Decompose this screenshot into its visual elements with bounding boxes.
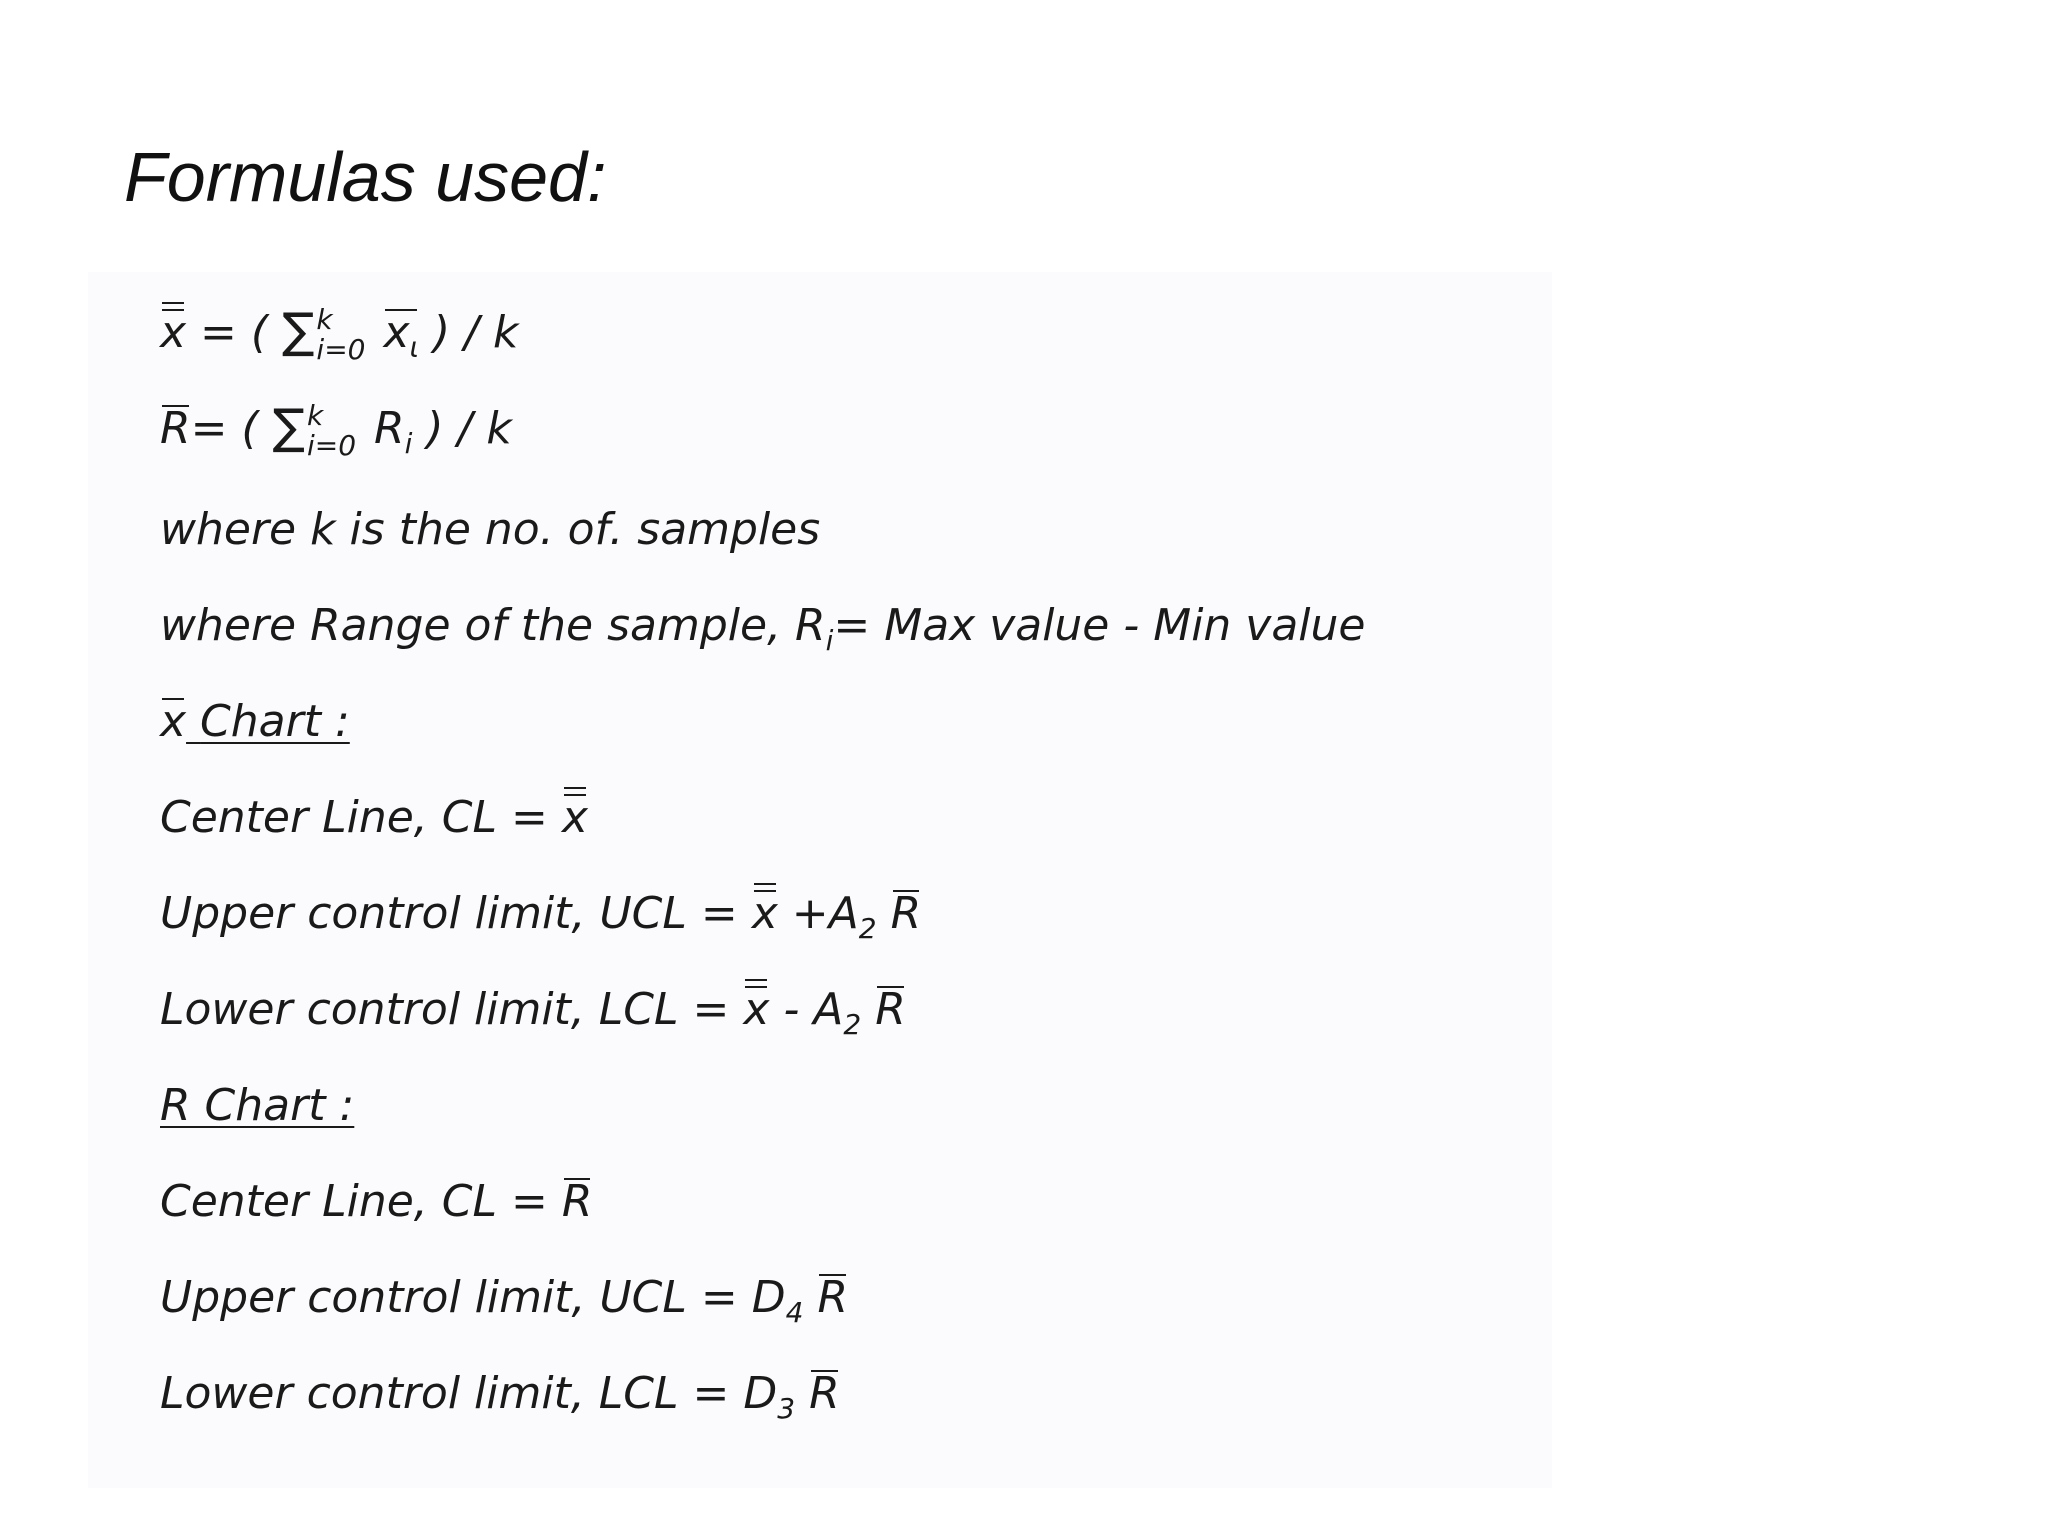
r-bar-symbol: R <box>561 1176 593 1227</box>
r-ucl-line <box>160 1272 849 1329</box>
close-divide-k: ) / k <box>426 403 512 454</box>
r-bar-symbol: R <box>809 1368 840 1419</box>
equals-open: = ( <box>190 403 259 454</box>
slide-title: Formulas used: <box>124 138 607 216</box>
sigma-symbol: ∑ <box>272 399 305 455</box>
x-double-bar-symbol: x <box>561 792 588 843</box>
sum-upper-limit: k <box>316 303 333 336</box>
lcl-text: Lower control limit, LCL = D <box>160 1368 778 1419</box>
sum-limits <box>306 399 357 462</box>
sum-lower-limit: i=0 <box>306 429 357 462</box>
formula-xbarbar-definition <box>160 303 519 366</box>
x-bar-symbol: x <box>160 696 187 747</box>
r-lcl-line <box>160 1368 840 1425</box>
equals-open: = ( <box>200 307 269 358</box>
sum-lower-limit: i=0 <box>316 333 366 366</box>
a-subscript: 2 <box>843 1007 862 1041</box>
xbar-ucl-line <box>160 888 922 945</box>
ucl-text: Upper control limit, UCL = D <box>160 1272 786 1323</box>
lcl-text: Lower control limit, LCL = <box>160 984 744 1035</box>
plus-a: +A <box>791 888 859 939</box>
r-chart-heading: R Chart : <box>160 1080 355 1131</box>
r-bar-symbol: R <box>875 984 906 1035</box>
x-double-bar-symbol: x <box>743 984 770 1035</box>
where-range-text: where Range of the sample, R <box>160 600 826 651</box>
r-bar-symbol: R <box>890 888 922 939</box>
x-bar-term <box>383 307 420 364</box>
x-double-bar-symbol: x <box>160 307 187 358</box>
where-k-line: where k is the no. of. samples <box>160 504 821 555</box>
xbar-center-line <box>160 792 588 843</box>
r-term-letter: R <box>374 403 405 454</box>
range-subscript: i <box>825 623 834 657</box>
x-double-bar-symbol: x <box>751 888 778 939</box>
xbar-chart-heading <box>160 696 350 747</box>
d-subscript: 4 <box>785 1295 804 1329</box>
r-center-line <box>160 1176 593 1227</box>
r-bar-symbol: R <box>160 403 191 454</box>
d-subscript: 3 <box>777 1391 796 1425</box>
sigma-symbol: ∑ <box>282 303 315 359</box>
xbar-chart-label: Chart : <box>200 696 350 747</box>
center-line-text: Center Line, CL = <box>160 1176 562 1227</box>
close-divide-k: ) / k <box>433 307 519 358</box>
xbar-lcl-line <box>160 984 906 1041</box>
x-term-subscript: ι <box>409 330 420 364</box>
range-definition: = Max value - Min value <box>833 600 1366 651</box>
where-range-line <box>160 600 1366 657</box>
sum-limits <box>316 303 366 366</box>
sum-upper-limit: k <box>306 399 324 432</box>
minus-a: - A <box>783 984 844 1035</box>
a-subscript: 2 <box>858 911 877 945</box>
r-bar-symbol: R <box>817 1272 849 1323</box>
center-line-text: Center Line, CL = <box>160 792 562 843</box>
r-term-subscript: i <box>404 426 413 460</box>
ucl-text: Upper control limit, UCL = <box>160 888 752 939</box>
formula-rbar-definition <box>160 399 512 462</box>
formula-panel <box>88 272 1552 1488</box>
x-term-letter: x <box>383 307 410 358</box>
